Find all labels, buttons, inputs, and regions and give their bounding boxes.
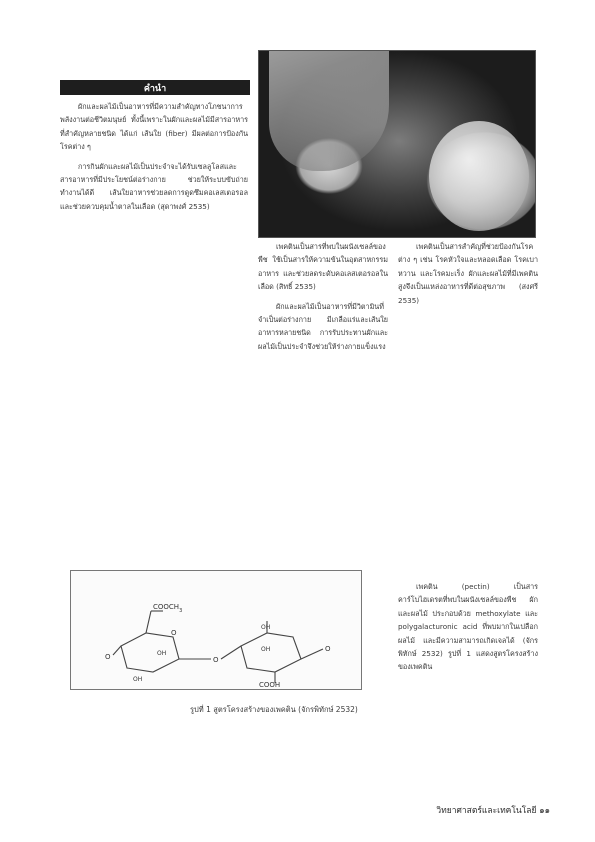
- pectin-structure-figure: [70, 570, 362, 690]
- paragraph: เพคตินเป็นสารสำคัญที่ช่วยป้องกันโรคต่าง ๆ เช่น โรคหัวใจและหลอดเลือด โรคเบาหวาน และโรคมะเร็ง ผักและผลไม้ที่มีเพคตินสูงจึงเป็นแหล่งอาหารที่ดีต่อสุขภาพ (สงศรี 2535): [398, 242, 538, 305]
- plastic-bag-shape: [269, 51, 389, 171]
- column-3-lower: [398, 580, 538, 674]
- column-2: [258, 240, 388, 353]
- paragraph: ผักและผลไม้เป็นอาหารที่มีวิตามินที่จำเป็นต่อร่างกาย มีเกลือแร่และเส้นใยอาหารหลายชนิด การรับประทานผักและผลไม้เป็นประจำจึงช่วยให้ร่างกายแข็งแรง: [258, 301, 388, 351]
- oh-label: OH: [261, 624, 271, 631]
- cabbage-head-shape: [429, 121, 529, 231]
- cooh-label: COOH: [259, 681, 281, 689]
- paragraph: เพคติน (pectin) เป็นสารคาร์โบไฮเดรตที่พบในผนังเซลล์ของพืช ผักและผลไม้ ประกอบด้วย methoxylate และ polygalacturonic acid ที่พบมากในเปลือกผลไม้ และมีความสามารถเกิดเจลได้ (จักรพิทักษ์ 2532) รูปที่ 1 แสดงสูตรโครงสร้างของเพคติน: [398, 582, 538, 672]
- section-header: [60, 80, 250, 95]
- column-3: [398, 240, 538, 307]
- cabbage-photo: [258, 50, 536, 238]
- column-1: [60, 100, 248, 213]
- cooch3-label: $COOCH_3$: [153, 603, 183, 614]
- section-title: คำนำ: [143, 84, 167, 94]
- oh-label: OH: [157, 650, 167, 657]
- paragraph: เพคตินเป็นสารที่พบในผนังเซลล์ของพืช ใช้เป็นสารให้ความข้นในอุตสาหกรรมอาหาร และช่วยลดระดับคอเลสเตอรอลในเลือด (สิทธิ์ 2535): [258, 242, 388, 292]
- paragraph: ผักและผลไม้เป็นอาหารที่มีความสำคัญทางโภชนาการพลังงานต่อชีวิตมนุษย์ ทั้งนี้เพราะในผักและผลไม้มีสารอาหารที่สำคัญหลายชนิด ได้แก่ เส้นใย (fiber) มีผลต่อการป้องกันโรคต่าง ๆ: [60, 102, 248, 152]
- oh-label: OH: [261, 646, 271, 653]
- oh-label: OH: [133, 676, 143, 683]
- oxygen-label: O: [171, 629, 177, 637]
- page-footer: วิทยาศาสตร์และเทคโนโลยี ๑๑: [436, 806, 550, 816]
- paragraph: การกินผักและผลไม้เป็นประจำจะได้รับเซลลูโลสและสารอาหารที่มีประโยชน์ต่อร่างกาย ช่วยให้ระบบขับถ่ายทำงานได้ดี เส้นใยอาหารช่วยลดการดูดซึมคอเลสเตอรอล และช่วยควบคุมน้ำตาลในเลือด (สุดาพงศ์ 2535): [60, 161, 248, 211]
- figure-caption: รูปที่ 1 สูตรโครงสร้างของเพคติน (จักรพิทักษ์ 2532): [190, 705, 358, 714]
- pectin-structure-diagram: [71, 571, 361, 689]
- oxygen-label: O: [105, 653, 111, 661]
- oxygen-label: O: [213, 656, 219, 664]
- oxygen-label: O: [325, 645, 331, 653]
